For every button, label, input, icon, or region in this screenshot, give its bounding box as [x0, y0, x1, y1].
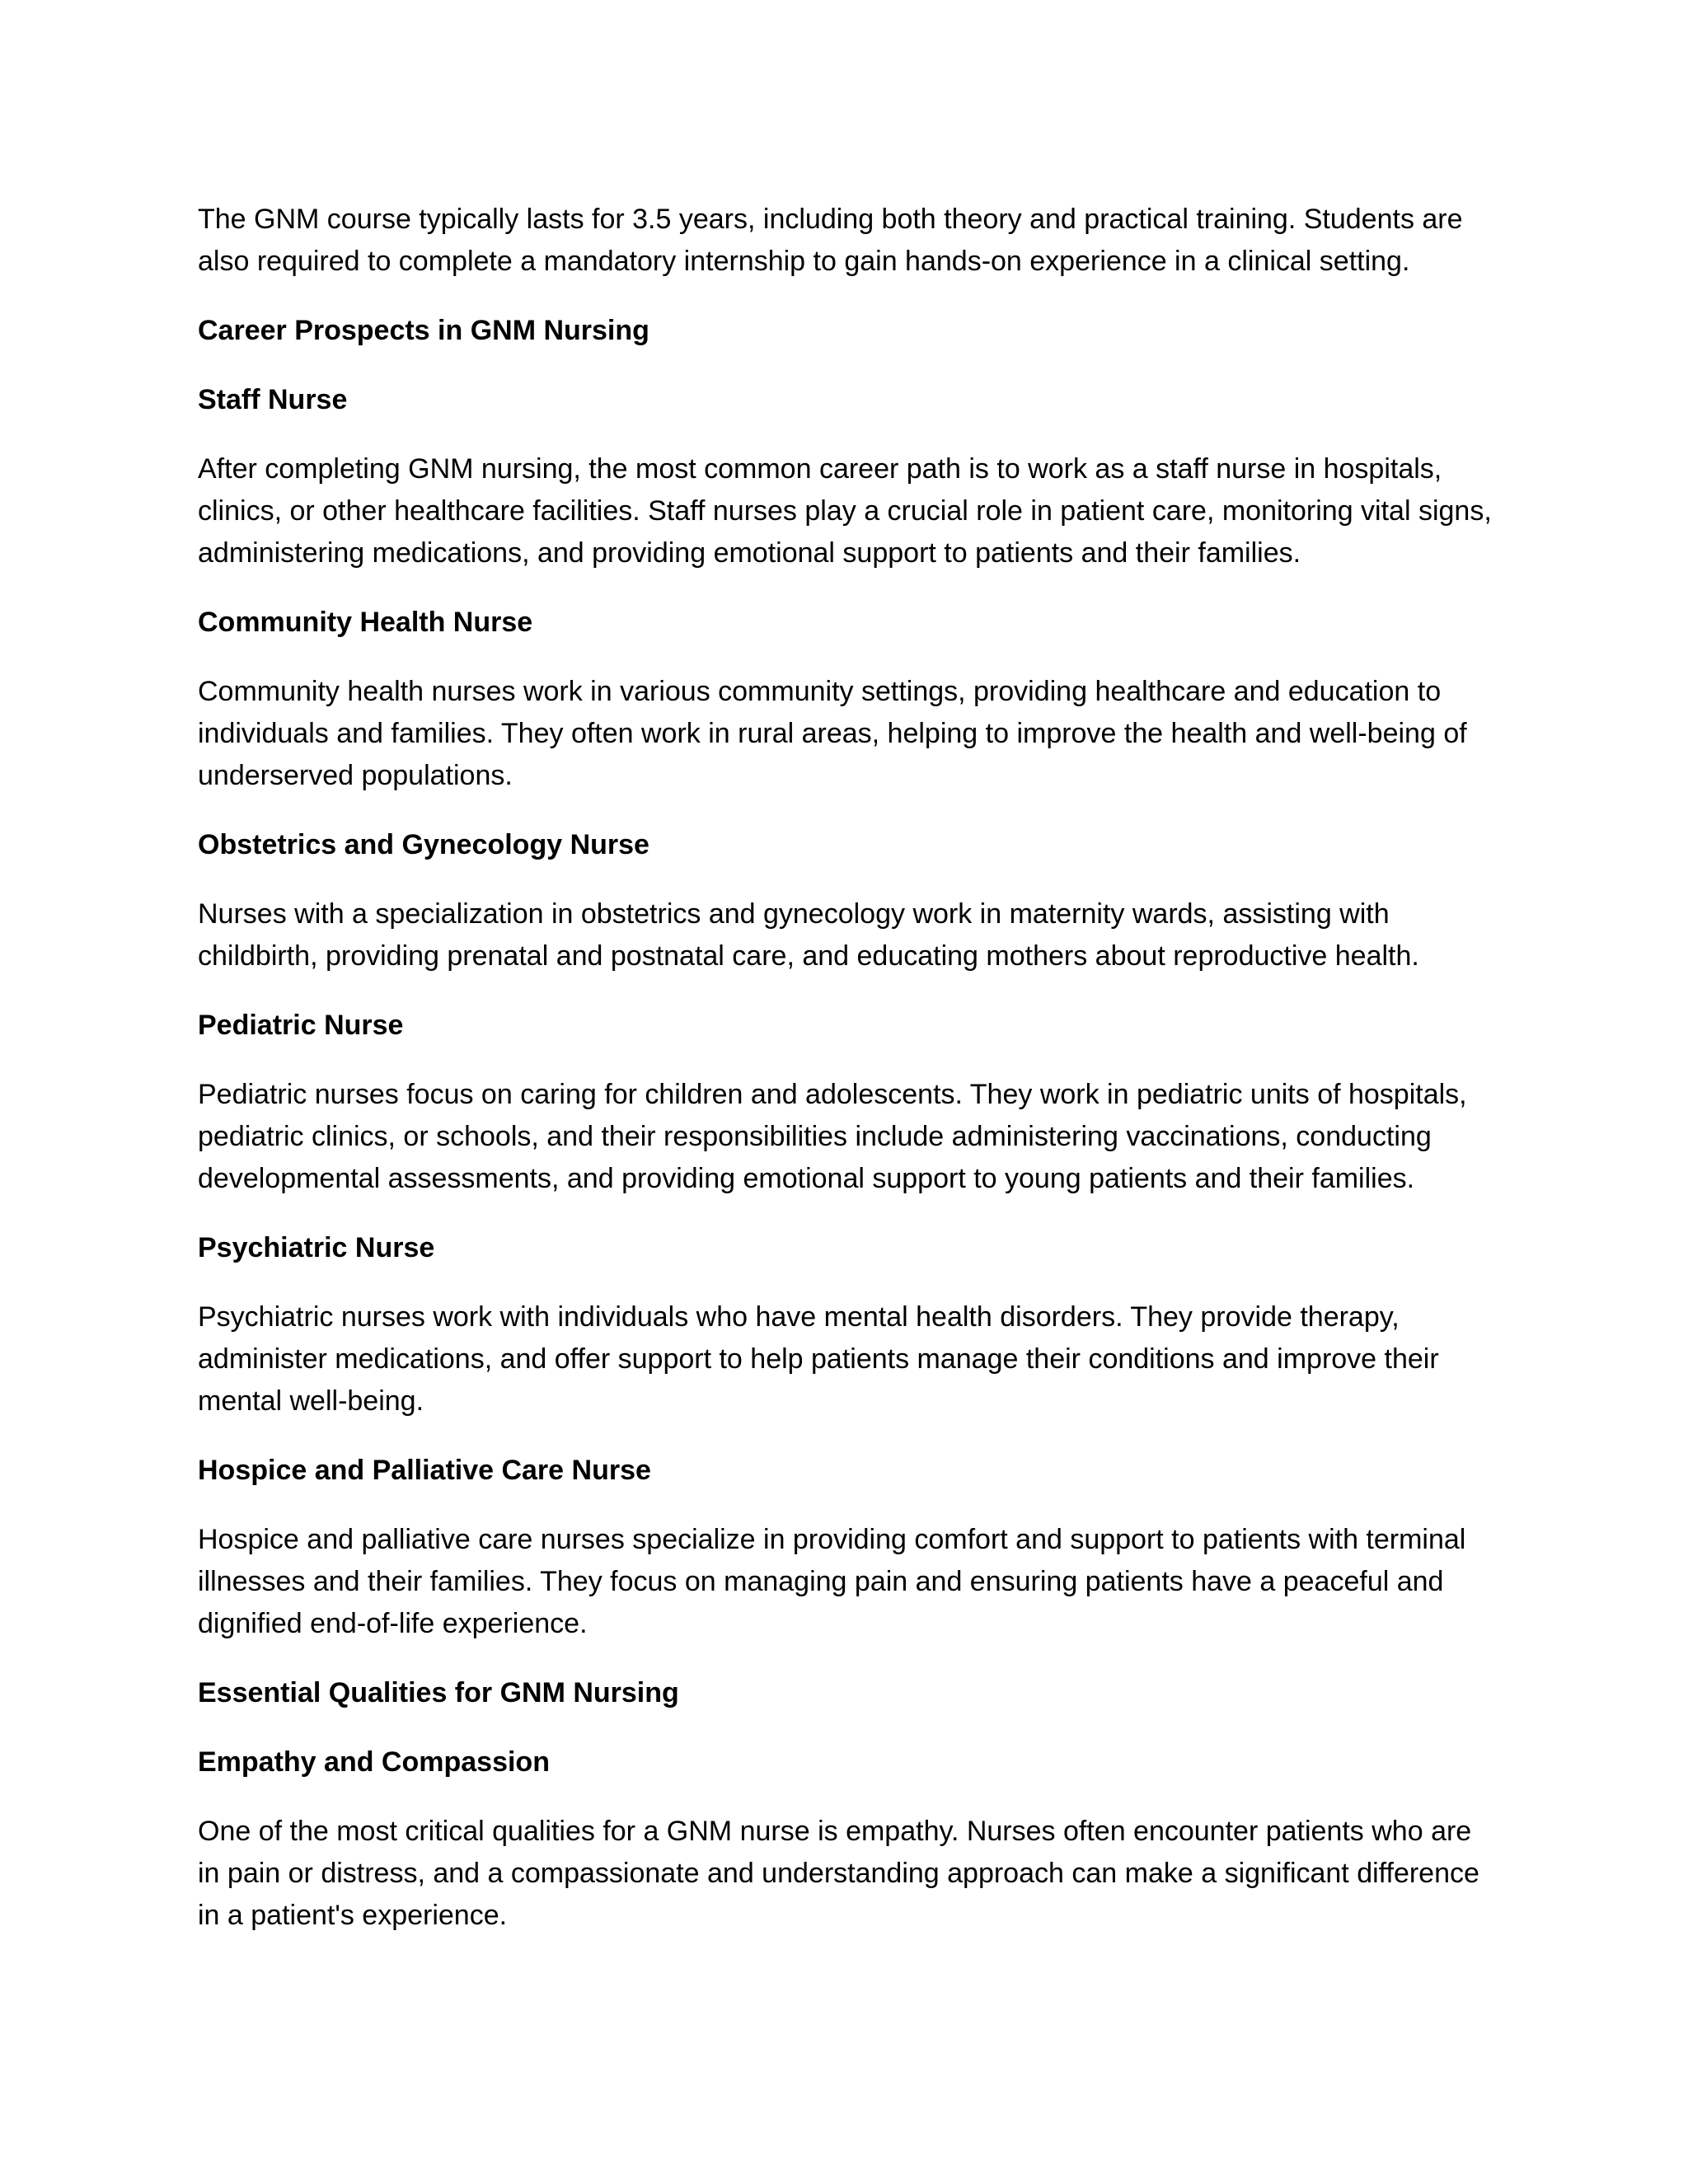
paragraph-empathy-compassion: One of the most critical qualities for a GNM nurse is empathy. Nurses often encounter patients who are in pain or distress, and a compassionate and understanding approach can make a significant difference in a patient's experience. — [198, 1816, 1479, 1931]
paragraph-staff-nurse: After completing GNM nursing, the most common career path is to work as a staff nurse in hospitals, clinics, or other healthcare facilities. Staff nurses play a crucial role in patient care, monitoring vital signs, administering medications, and providing emotional support to patients and their families. — [198, 453, 1492, 569]
intro-paragraph: The GNM course typically lasts for 3.5 years, including both theory and practical training. Students are also required to complete a mandatory internship to gain hands-on experience in a clinical setting. — [198, 204, 1463, 277]
subheading-psychiatric-nurse: Psychiatric Nurse — [198, 1232, 435, 1263]
section-heading-career-prospects: Career Prospects in GNM Nursing — [198, 315, 649, 346]
paragraph-obstetrics-gynecology-nurse: Nurses with a specialization in obstetrics and gynecology work in maternity wards, assisting with childbirth, providing prenatal and postnatal care, and educating mothers about reproductive health. — [198, 898, 1419, 972]
subheading-community-health-nurse: Community Health Nurse — [198, 607, 533, 638]
paragraph-psychiatric-nurse: Psychiatric nurses work with individuals who have mental health disorders. They provide therapy, administer medications, and offer support to help patients manage their conditions and improve their mental well-being. — [198, 1301, 1439, 1417]
subheading-hospice-palliative-nurse: Hospice and Palliative Care Nurse — [198, 1455, 651, 1486]
document-body — [198, 199, 1500, 1964]
section-heading-essential-qualities: Essential Qualities for GNM Nursing — [198, 1677, 679, 1708]
paragraph-hospice-palliative-nurse: Hospice and palliative care nurses specialize in providing comfort and support to patients with terminal illnesses and their families. They focus on managing pain and ensuring patients have a peaceful and dignified end-of-life experience. — [198, 1524, 1466, 1639]
subheading-empathy-compassion: Empathy and Compassion — [198, 1746, 550, 1778]
subheading-pediatric-nurse: Pediatric Nurse — [198, 1010, 404, 1041]
subheading-staff-nurse: Staff Nurse — [198, 384, 348, 415]
paragraph-community-health-nurse: Community health nurses work in various community settings, providing healthcare and education to individuals and families. They often work in rural areas, helping to improve the health and well-being of underserved populations. — [198, 676, 1467, 791]
subheading-obstetrics-gynecology-nurse: Obstetrics and Gynecology Nurse — [198, 829, 649, 860]
paragraph-pediatric-nurse: Pediatric nurses focus on caring for children and adolescents. They work in pediatric units of hospitals, pediatric clinics, or schools, and their responsibilities include administering vaccinations, conducting developmental assessments, and providing emotional support to young patients and their families. — [198, 1079, 1467, 1194]
